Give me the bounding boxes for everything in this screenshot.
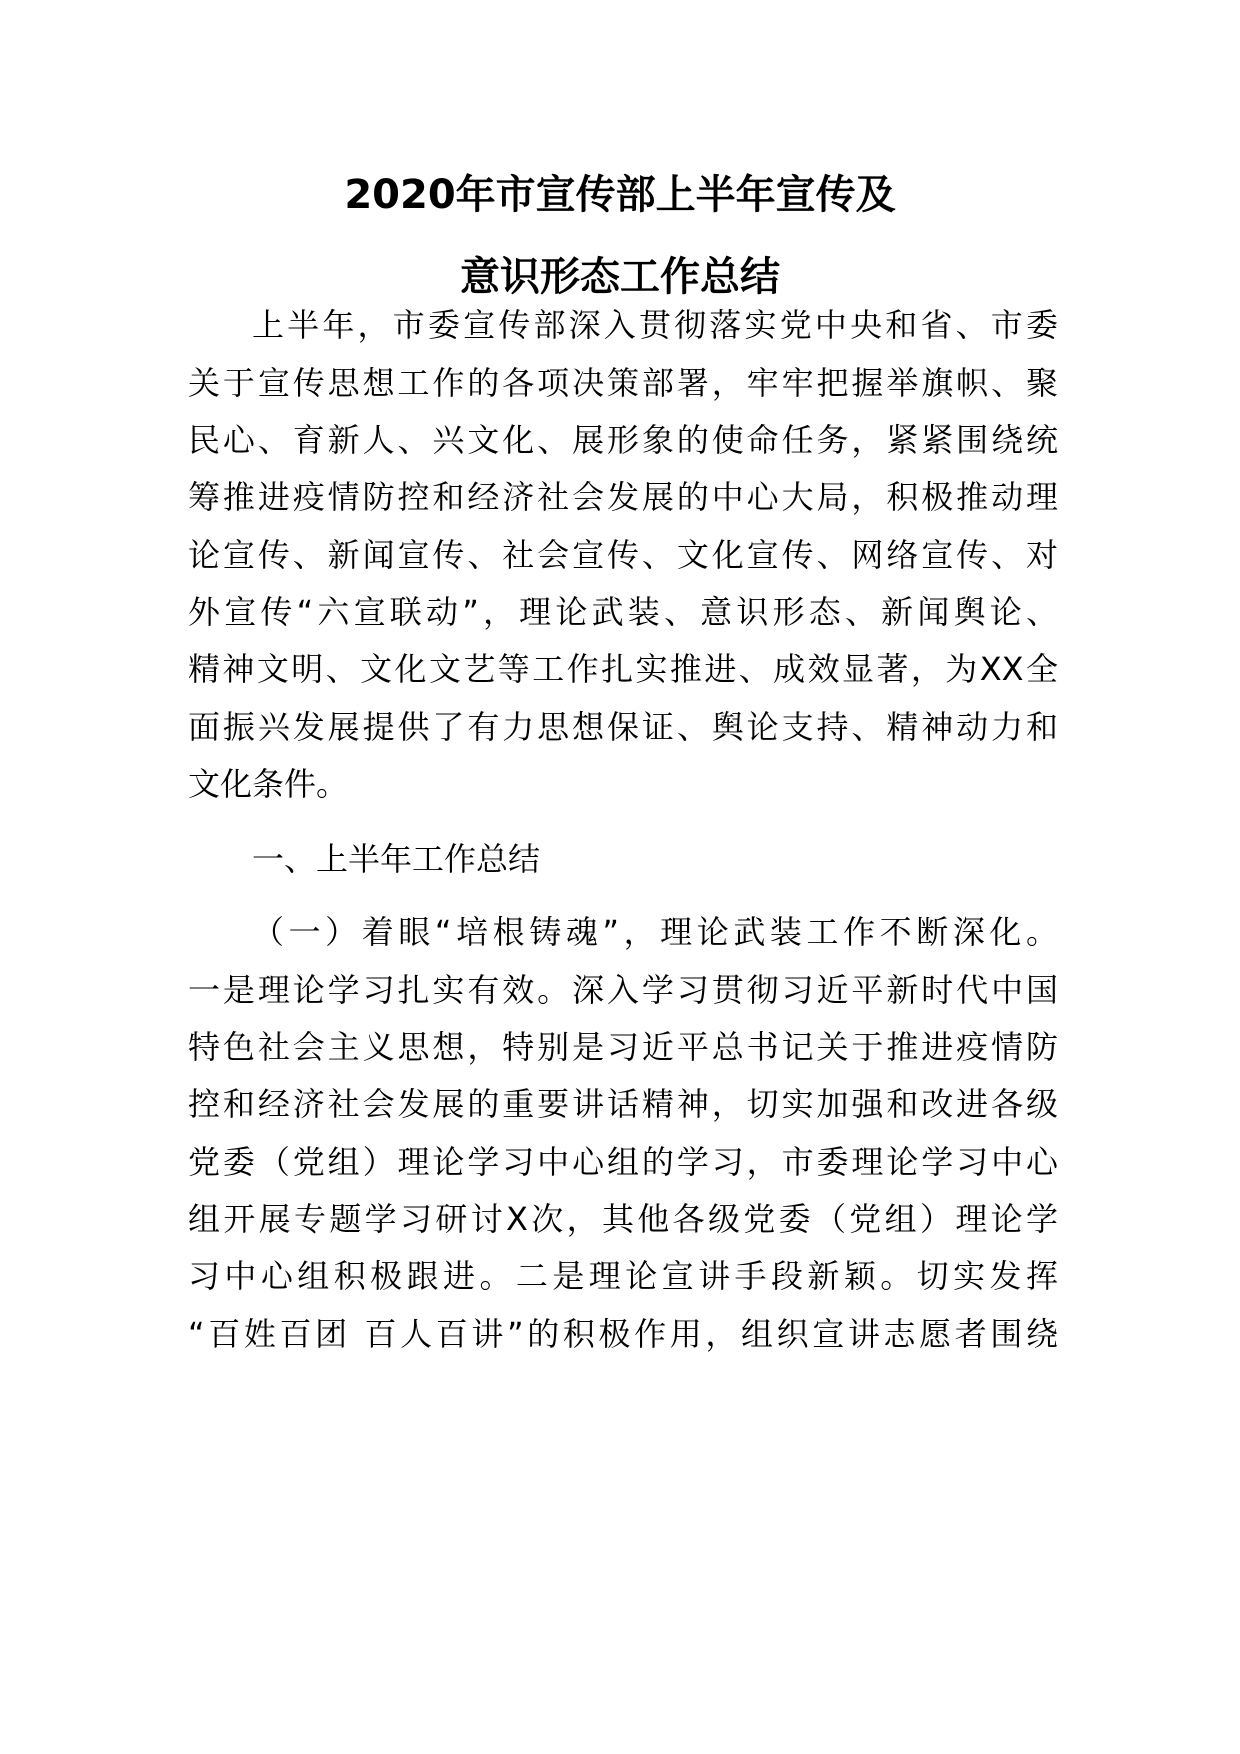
paragraph-line: “百姓百团 百人百讲”的积极作用，组织宣讲志愿者围绕 [188,1315,1058,1353]
section-heading: 一、上半年工作总结 [252,840,541,878]
paragraph-line: （一）着眼“培根铸魂”，理论武装工作不断深化。 [252,913,1058,951]
document-title-line-1: 2020年市宣传部上半年宣传及 [344,172,896,218]
paragraph-line: 民心、育新人、兴文化、展形象的使命任务，紧紧围绕统 [188,421,1058,459]
paragraph-line: 一是理论学习扎实有效。深入学习贯彻习近平新时代中国 [188,971,1058,1009]
document-title-line-2: 意识形态工作总结 [460,254,780,300]
paragraph-line: 精神文明、文化文艺等工作扎实推进、成效显著，为XX全 [188,650,1058,688]
paragraph-line: 论宣传、新闻宣传、社会宣传、文化宣传、网络宣传、对 [188,536,1058,574]
paragraph-line: 控和经济社会发展的重要讲话精神，切实加强和改进各级 [188,1085,1058,1123]
paragraph-line: 外宣传“六宣联动”，理论武装、意识形态、新闻舆论、 [188,593,1058,631]
paragraph-line: 习中心组积极跟进。二是理论宣讲手段新颖。切实发挥 [188,1257,1058,1295]
paragraph-line: 关于宣传思想工作的各项决策部署，牢牢把握举旗帜、聚 [188,364,1058,402]
paragraph-line: 特色社会主义思想，特别是习近平总书记关于推进疫情防 [188,1028,1058,1066]
paragraph-line: 组开展专题学习研讨X次，其他各级党委（党组）理论学 [188,1200,1058,1238]
paragraph-line: 党委（党组）理论学习中心组的学习，市委理论学习中心 [188,1143,1058,1181]
paragraph-line: 面振兴发展提供了有力思想保证、舆论支持、精神动力和 [188,708,1058,746]
paragraph-line: 筹推进疫情防控和经济社会发展的中心大局，积极推动理 [188,478,1058,516]
paragraph-line: 上半年，市委宣传部深入贯彻落实党中央和省、市委 [252,306,1058,344]
paragraph-line: 文化条件。 [188,765,349,803]
